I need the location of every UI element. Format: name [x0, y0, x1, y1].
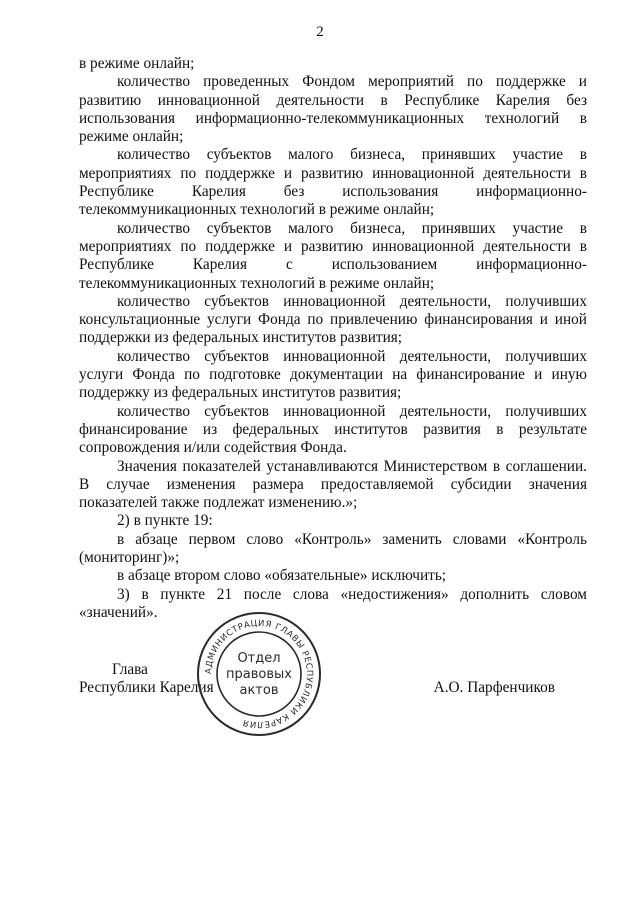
paragraph-10: в абзаце первом слово «Контроль» заменить словами «Контроль (мониторинг)»;	[79, 530, 587, 567]
signatory-title-line1: Глава	[112, 661, 148, 678]
paragraph-4: количество субъектов малого бизнеса, принявших участие в мероприятиях по поддержке и развитию инновационной деятельности в Республике Карелия с использованием информационно-телекоммуникационных технологий в режиме онлайн;	[79, 219, 587, 292]
stamp-center-line3: актов	[239, 683, 279, 698]
paragraph-2: количество проведенных Фондом мероприятий по поддержке и развитию инновационной деятельности в Республике Карелия без использования информационно-телекоммуникационных технологий в режиме онлайн;	[79, 73, 587, 146]
paragraph-6: количество субъектов инновационной деятельности, получивших услуги Фонда по подготовке документации на финансирование и иную поддержку из федеральных институтов развития;	[79, 347, 587, 402]
stamp-center-line2: правовых	[226, 667, 292, 682]
official-stamp	[195, 610, 323, 738]
paragraph-12: 3) в пункте 21 после слова «недостижения» дополнить словом «значений».	[79, 585, 587, 621]
signatory-title-line2: Республики Карелия	[79, 679, 214, 696]
paragraph-1: в режиме онлайн;	[79, 55, 195, 72]
signature-block	[79, 657, 587, 717]
stamp-center-line1: Отдел	[237, 651, 281, 666]
paragraph-8: Значения показателей устанавливаются Министерством в соглашении. В случае изменения размера предоставляемой субсидии значения показателей также подлежат изменению.»;	[79, 457, 587, 512]
paragraph-7: количество субъектов инновационной деятельности, получивших финансирование из федеральных институтов развития в результате сопровождения и/или содействия Фонда.	[79, 402, 587, 457]
paragraph-9: 2) в пункте 19:	[117, 512, 213, 530]
signatory-name: А.О. Парфенчиков	[433, 679, 555, 696]
page-number: 2	[316, 24, 324, 40]
paragraph-5: количество субъектов инновационной деятельности, получивших консультационные услуги Фонда по привлечению финансирования и иной поддержки из федеральных институтов развития;	[79, 292, 587, 347]
paragraph-3: количество субъектов малого бизнеса, принявших участие в мероприятиях по поддержке и развитию инновационной деятельности в Республике Карелия без использования информационно-телекоммуникационных технологий в режиме онлайн;	[79, 146, 587, 219]
paragraph-11: в абзаце втором слово «обязательные» исключить;	[117, 567, 447, 585]
stamp-ring-text: АДМИНИСТРАЦИЯ ГЛАВЫ РЕСПУБЛИКИ КАРЕЛИЯ	[203, 618, 315, 730]
document-body	[79, 55, 587, 622]
